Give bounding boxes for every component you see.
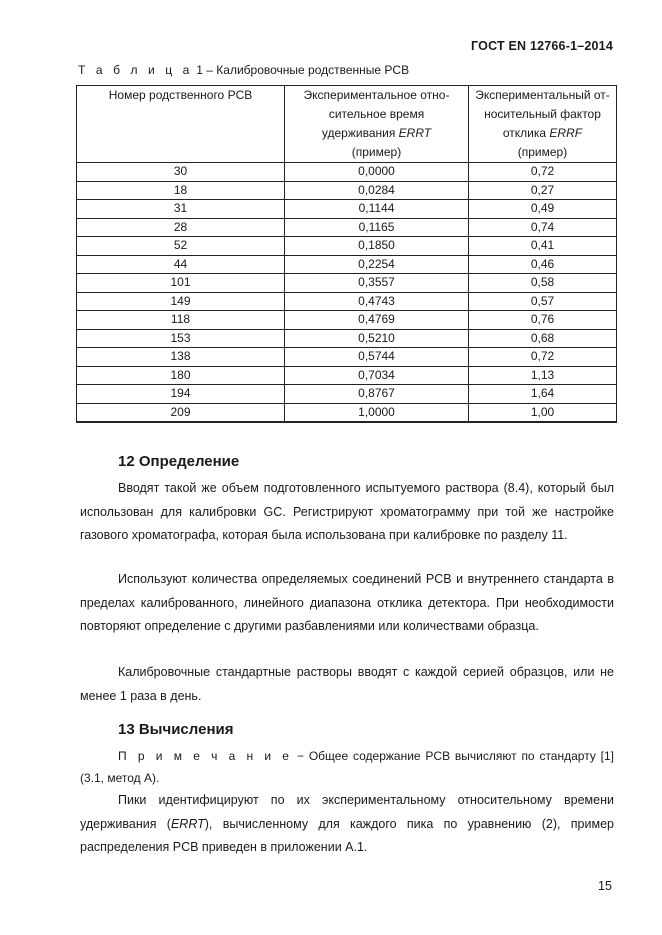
header-errt-line2: сительное время (328, 107, 425, 121)
cell-errf: 0,58 (469, 274, 617, 293)
table-caption-label: Т а б л и ц а (78, 63, 193, 77)
cell-errt: 0,0000 (285, 163, 469, 182)
cell-pcb-number: 31 (77, 200, 285, 219)
cell-errt: 0,3557 (285, 274, 469, 293)
cell-errt: 0,2254 (285, 255, 469, 274)
section-12-title: 12 Определение (118, 453, 240, 470)
table-row (77, 274, 617, 293)
header-errf-line1: Экспериментальный от- (475, 88, 610, 102)
table-row (77, 329, 617, 348)
cell-errf: 0,49 (469, 200, 617, 219)
cell-pcb-number: 30 (77, 163, 285, 182)
cell-pcb-number: 194 (77, 385, 285, 404)
table-row (77, 200, 617, 219)
section-12-paragraph-3: Калибровочные стандартные растворы вводят с каждой серией образцов, или не менее 1 раза в день. (80, 665, 614, 703)
header-errf (469, 86, 617, 163)
header-errt-example: (пример) (351, 145, 402, 159)
cell-pcb-number: 18 (77, 181, 285, 200)
table-row (77, 385, 617, 404)
cell-errt: 0,8767 (285, 385, 469, 404)
cell-pcb-number: 52 (77, 237, 285, 256)
section-13-paragraph-1: Пики идентифицируют по их экспериментальному относительному времени удерживания (ERRT), вычисленному для каждого пика по уравнению (2), пример распределения PCB приведен в приложении А.1. (80, 793, 614, 854)
header-errt-line3: удерживания ERRT (321, 126, 432, 140)
cell-errf: 0,74 (469, 218, 617, 237)
table-row (77, 218, 617, 237)
cell-errf: 0,41 (469, 237, 617, 256)
cell-errt: 0,1850 (285, 237, 469, 256)
cell-errt: 1,0000 (285, 403, 469, 422)
cell-errf: 0,76 (469, 311, 617, 330)
section-13-title: 13 Вычисления (118, 721, 234, 738)
table-row (77, 403, 617, 422)
table-caption-text: 1 – Калибровочные родственные PCB (192, 63, 410, 77)
cell-errt: 0,5744 (285, 348, 469, 367)
cell-errt: 0,4769 (285, 311, 469, 330)
cell-errf: 0,57 (469, 292, 617, 311)
cell-pcb-number: 44 (77, 255, 285, 274)
cell-errf: 1,00 (469, 403, 617, 422)
cell-pcb-number: 180 (77, 366, 285, 385)
table-header-row (77, 86, 617, 163)
cell-errf: 1,64 (469, 385, 617, 404)
cell-errt: 0,7034 (285, 366, 469, 385)
section-13-note (80, 745, 614, 789)
note-label: П р и м е ч а н и е (118, 749, 293, 763)
section-12-paragraph-1: Вводят такой же объем подготовленного испытуемого раствора (8.4), который был использован для калибровки GC. Регистрируют хроматограмму при той же настройке газового хроматографа, которая была использована при калибровке по разделу 11. (80, 481, 614, 542)
header-pcb-number: Номер родственного PCB (77, 86, 285, 163)
cell-pcb-number: 118 (77, 311, 285, 330)
header-errf-line2: носительный фактор (484, 107, 601, 121)
table-row (77, 163, 617, 182)
standard-designation: ГОСТ EN 12766-1–2014 (471, 39, 613, 53)
header-errf-abbr: ERRF (549, 126, 583, 140)
errt-abbr: ERRT (170, 816, 205, 831)
header-errf-line3: отклика ERRF (502, 126, 583, 140)
note-text: − Общее содержание PCB вычисляют по стандарту [1] (3.1, метод A). (80, 749, 614, 785)
table-row (77, 348, 617, 367)
section-12-paragraph-2: Используют количества определяемых соединений PCB и внутреннего стандарта в пределах калиброванного, линейного диапазона отклика детектора. При необходимости повторяют определение с другими разбавлениями или количествами образца. (80, 572, 614, 633)
table-row (77, 366, 617, 385)
header-errt-line1: Экспериментальное отно- (303, 88, 450, 102)
calibration-table (76, 85, 617, 423)
table-row (77, 237, 617, 256)
cell-errf: 0,72 (469, 348, 617, 367)
cell-pcb-number: 28 (77, 218, 285, 237)
table-row (77, 181, 617, 200)
table-row (77, 311, 617, 330)
table-caption (78, 63, 409, 77)
header-errt-abbr: ERRT (398, 126, 432, 140)
cell-errt: 0,0284 (285, 181, 469, 200)
cell-pcb-number: 153 (77, 329, 285, 348)
table-row (77, 292, 617, 311)
cell-errt: 0,1144 (285, 200, 469, 219)
header-errf-example: (пример) (517, 145, 568, 159)
cell-errt: 0,1165 (285, 218, 469, 237)
cell-errf: 0,27 (469, 181, 617, 200)
cell-pcb-number: 138 (77, 348, 285, 367)
cell-errf: 0,72 (469, 163, 617, 182)
cell-pcb-number: 209 (77, 403, 285, 422)
cell-errf: 0,68 (469, 329, 617, 348)
table-row (77, 255, 617, 274)
cell-errt: 0,4743 (285, 292, 469, 311)
cell-pcb-number: 101 (77, 274, 285, 293)
cell-errt: 0,5210 (285, 329, 469, 348)
header-errt (285, 86, 469, 163)
cell-errf: 0,46 (469, 255, 617, 274)
page-number: 15 (598, 879, 612, 893)
cell-pcb-number: 149 (77, 292, 285, 311)
cell-errf: 1,13 (469, 366, 617, 385)
